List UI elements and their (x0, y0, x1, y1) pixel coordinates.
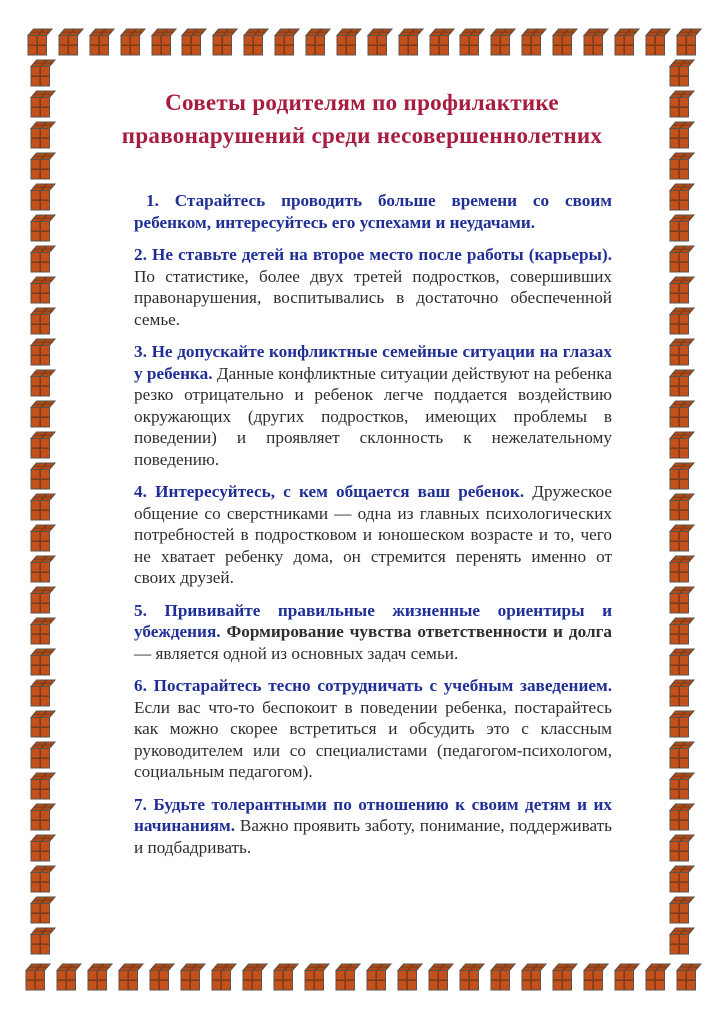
brick-cube-icon (86, 962, 113, 992)
brick-cube-icon (668, 399, 695, 429)
brick-cube-icon (668, 492, 695, 522)
advice-text: Важно проявить заботу, понимание, поддерживать и подбадривать. (134, 816, 612, 857)
advice-text: По статистике, более двух третей подростков, совершивших правонарушения, воспитывались в достаточно обеспеченной семье. (134, 266, 612, 329)
brick-cube-icon (29, 492, 56, 522)
brick-cube-icon (334, 962, 361, 992)
brick-cube-icon (489, 27, 516, 57)
brick-cube-icon (24, 962, 51, 992)
brick-cube-icon (668, 275, 695, 305)
brick-cube-icon (366, 27, 393, 57)
brick-cube-icon (29, 678, 56, 708)
brick-cube-icon (668, 523, 695, 553)
brick-cube-icon (668, 554, 695, 584)
advice-text: Формирование чувства ответственности и долга (220, 622, 612, 641)
brick-cube-icon (489, 962, 516, 992)
brick-cube-icon (211, 27, 238, 57)
border-bottom-row (24, 962, 702, 992)
advice-lead: 6. Постарайтесь тесно сотрудничать с учебным заведением. (134, 676, 612, 695)
advice-lead: 7. Будьте толерантными по отношению к своим детям и их начинаниям. (134, 794, 612, 835)
brick-cube-icon (582, 27, 609, 57)
brick-cube-icon (29, 647, 56, 677)
brick-cube-icon (29, 151, 56, 181)
brick-cube-icon (668, 833, 695, 863)
brick-cube-icon (29, 709, 56, 739)
advice-lead: 2. Не ставьте детей на второе место после работы (карьеры). (134, 245, 612, 264)
brick-cube-icon (668, 182, 695, 212)
brick-cube-icon (458, 962, 485, 992)
brick-cube-icon (29, 554, 56, 584)
brick-cube-icon (180, 27, 207, 57)
brick-cube-icon (179, 962, 206, 992)
brick-cube-icon (675, 962, 702, 992)
advice-text: Данные конфликтные ситуации действуют на ребенка резко отрицательно и ребенок легче поддается воздействию окружающих (других подростков, имеющих проблемы в поведении) и проявляет склонность к нежелательному поведению. (134, 363, 612, 469)
page-title (50, 86, 674, 152)
brick-cube-icon (273, 27, 300, 57)
brick-cube-icon (29, 461, 56, 491)
brick-cube-icon (29, 740, 56, 770)
brick-cube-icon (551, 962, 578, 992)
brick-cube-icon (29, 864, 56, 894)
advice-paragraph (134, 341, 612, 470)
brick-cube-icon (668, 616, 695, 646)
advice-lead: 3. Не допускайте конфликтные семейные ситуации на глазах у ребенка. (134, 342, 612, 383)
brick-cube-icon (668, 585, 695, 615)
brick-cube-icon (397, 27, 424, 57)
brick-cube-icon (668, 771, 695, 801)
brick-cube-icon (88, 27, 115, 57)
brick-cube-icon (551, 27, 578, 57)
brick-cube-icon (668, 430, 695, 460)
brick-cube-icon (335, 27, 362, 57)
brick-cube-icon (668, 647, 695, 677)
advice-lead: 4. Интересуйтесь, с кем общается ваш ребенок. (134, 482, 525, 501)
brick-cube-icon (644, 27, 671, 57)
brick-cube-icon (29, 399, 56, 429)
brick-cube-icon (644, 962, 671, 992)
brick-cube-icon (668, 709, 695, 739)
brick-cube-icon (29, 306, 56, 336)
brick-cube-icon (29, 523, 56, 553)
brick-cube-icon (241, 962, 268, 992)
brick-cube-icon (29, 244, 56, 274)
brick-cube-icon (29, 895, 56, 925)
border-right-column (668, 58, 695, 956)
brick-cube-icon (613, 27, 640, 57)
advice-paragraph (134, 794, 612, 859)
brick-cube-icon (668, 244, 695, 274)
advice-text: — является одной из основных задач семьи. (134, 643, 459, 663)
brick-cube-icon (668, 926, 695, 956)
brick-cube-icon (210, 962, 237, 992)
brick-cube-icon (428, 27, 455, 57)
brick-cube-icon (29, 585, 56, 615)
brick-cube-icon (668, 368, 695, 398)
brick-cube-icon (458, 27, 485, 57)
advice-paragraph (134, 600, 612, 665)
brick-cube-icon (582, 962, 609, 992)
brick-cube-icon (29, 926, 56, 956)
brick-cube-icon (668, 678, 695, 708)
brick-cube-icon (668, 740, 695, 770)
brick-cube-icon (242, 27, 269, 57)
brick-cube-icon (668, 864, 695, 894)
advice-paragraph (134, 244, 612, 330)
brick-cube-icon (29, 58, 56, 88)
page-title-line-1: Советы родителям по профилактике (165, 90, 559, 115)
border-left-column (29, 58, 56, 956)
advice-lead: 5. Прививайте правильные жизненные ориентиры и убеждения. (134, 600, 612, 641)
brick-cube-icon (668, 802, 695, 832)
brick-cube-icon (150, 27, 177, 57)
brick-cube-icon (29, 337, 56, 367)
brick-cube-icon (303, 962, 330, 992)
brick-cube-icon (668, 306, 695, 336)
brick-cube-icon (427, 962, 454, 992)
advice-paragraph (134, 190, 612, 233)
brick-cube-icon (396, 962, 423, 992)
brick-cube-icon (26, 27, 53, 57)
brick-cube-icon (272, 962, 299, 992)
brick-cube-icon (520, 27, 547, 57)
advice-text: Если вас что-то беспокоит в поведении ребенка, постарайтесь как можно скорее встретиться и обсудить это с классным руководителем или со специалистами (педагогом-психологом, социальным педагогом). (134, 697, 612, 781)
brick-cube-icon (29, 802, 56, 832)
brick-cube-icon (29, 182, 56, 212)
brick-cube-icon (29, 430, 56, 460)
page-title-line-2: правонарушений среди несовершеннолетних (121, 123, 603, 148)
brick-cube-icon (119, 27, 146, 57)
brick-cube-icon (29, 833, 56, 863)
brick-cube-icon (675, 27, 702, 57)
brick-cube-icon (668, 461, 695, 491)
advice-lead: 1. Старайтесь проводить больше времени со своим ребенком, интересуйтесь его успехами и неудачами. (134, 191, 612, 232)
brick-cube-icon (520, 962, 547, 992)
brick-cube-icon (29, 771, 56, 801)
border-top-row (26, 27, 702, 57)
advice-list (134, 190, 612, 869)
brick-cube-icon (29, 368, 56, 398)
advice-text: Дружеское общение со сверстниками — одна из главных психологических потребностей в подростковом и юношеском возрасте и то, чего не хватает ребенку дома, он стремится перенять именно от своих друзей. (134, 482, 613, 587)
brick-cube-icon (668, 337, 695, 367)
brick-cube-icon (29, 213, 56, 243)
brick-cube-icon (613, 962, 640, 992)
brick-cube-icon (668, 895, 695, 925)
brick-cube-icon (55, 962, 82, 992)
brick-cube-icon (117, 962, 144, 992)
brick-cube-icon (668, 151, 695, 181)
brick-cube-icon (668, 58, 695, 88)
brick-cube-icon (29, 616, 56, 646)
brick-cube-icon (304, 27, 331, 57)
brick-cube-icon (57, 27, 84, 57)
brick-cube-icon (668, 213, 695, 243)
brick-cube-icon (365, 962, 392, 992)
brick-cube-icon (148, 962, 175, 992)
brick-cube-icon (29, 275, 56, 305)
advice-paragraph (134, 481, 612, 589)
advice-paragraph (134, 675, 612, 783)
